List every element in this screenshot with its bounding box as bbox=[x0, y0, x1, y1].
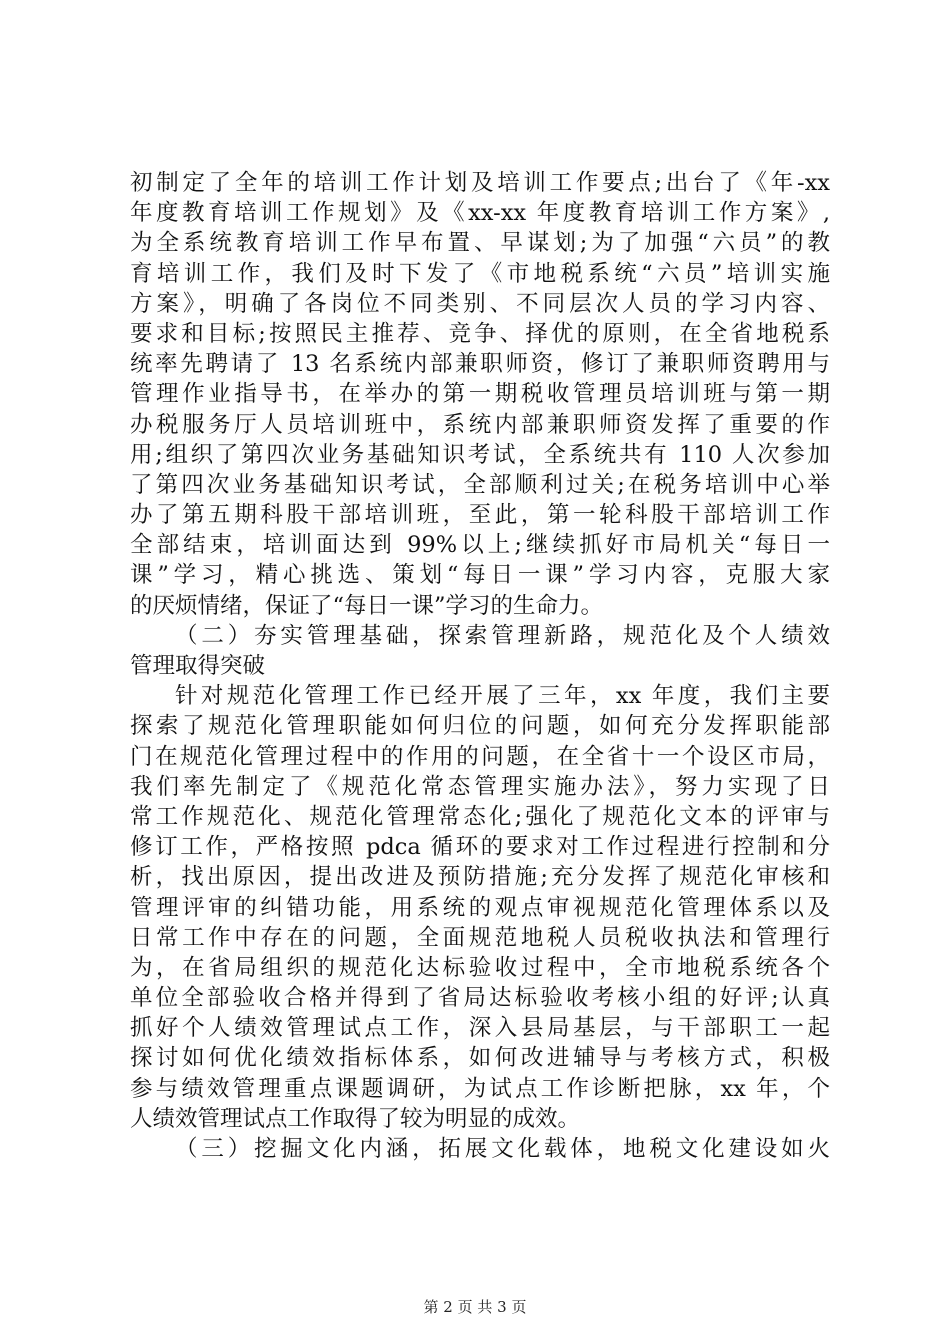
section-heading-line: （三）挖掘文化内涵，拓展文化载体，地税文化建设如火 bbox=[175, 1136, 830, 1162]
text-line: 日常工作中存在的问题，全面规范地税人员税收执法和管理行 bbox=[130, 924, 830, 951]
text-line: 我们率先制定了《规范化常态管理实施办法》，努力实现了日 bbox=[130, 773, 830, 800]
document-body bbox=[130, 168, 830, 1164]
page-footer: 第 2 页 共 3 页 bbox=[423, 1298, 527, 1316]
text-line: 常工作规范化、规范化管理常态化;强化了规范化文本的评审与 bbox=[130, 803, 830, 830]
section-heading-line: 管理取得突破 bbox=[130, 653, 266, 679]
text-line: 初制定了全年的培训工作计划及培训工作要点;出台了《年-xx bbox=[130, 170, 830, 196]
text-line: 的厌烦情绪，保证了“每日一课”学习的生命力。 bbox=[130, 592, 604, 619]
text-line: 为，在省局组织的规范化达标验收过程中，全市地税系统各个 bbox=[130, 954, 830, 981]
text-line: 课”学习，精心挑选、策划“每日一课”学习内容，克服大家 bbox=[130, 562, 830, 589]
text-line: 参与绩效管理重点课题调研，为试点工作诊断把脉，xx 年，个 bbox=[130, 1075, 830, 1102]
text-line: 管理评审的纠错功能，用系统的观点审视规范化管理体系以及 bbox=[130, 894, 830, 921]
section-heading-line: （二）夯实管理基础，探索管理新路，规范化及个人绩效 bbox=[175, 622, 830, 649]
text-line: 为全系统教育培训工作早布置、早谋划;为了加强“六员”的教 bbox=[130, 230, 830, 257]
text-line: 单位全部验收合格并得到了省局达标验收考核小组的好评;认真 bbox=[130, 985, 830, 1012]
text-line: 了第四次业务基础知识考试，全部顺利过关;在税务培训中心举 bbox=[130, 471, 830, 498]
text-line: 析，找出原因，提出改进及预防措施;充分发挥了规范化审核和 bbox=[130, 864, 830, 891]
text-line: 探讨如何优化绩效指标体系，如何改进辅导与考核方式，积极 bbox=[130, 1045, 830, 1072]
text-line: 办了第五期科股干部培训班，至此，第一轮科股干部培训工作 bbox=[130, 502, 830, 529]
text-line: 办税服务厅人员培训班中，系统内部兼职师资发挥了重要的作 bbox=[130, 411, 830, 438]
text-line: 门在规范化管理过程中的作用的问题，在全省十一个设区市局， bbox=[130, 743, 830, 770]
text-line: 统率先聘请了 13 名系统内部兼职师资，修订了兼职师资聘用与 bbox=[130, 351, 830, 378]
text-line: 人绩效管理试点工作取得了较为明显的成效。 bbox=[130, 1105, 581, 1132]
text-line: 管理作业指导书，在举办的第一期税收管理员培训班与第一期 bbox=[130, 381, 830, 408]
text-line: 全部结束，培训面达到 99%以上;继续抓好市局机关“每日一 bbox=[130, 532, 830, 559]
text-line: 抓好个人绩效管理试点工作，深入县局基层，与干部职工一起 bbox=[130, 1015, 830, 1042]
text-line: 用;组织了第四次业务基础知识考试，全系统共有 110 人次参加 bbox=[130, 441, 830, 468]
text-line: 探索了规范化管理职能如何归位的问题，如何充分发挥职能部 bbox=[130, 713, 830, 740]
text-line: 育培训工作，我们及时下发了《市地税系统“六员”培训实施 bbox=[130, 260, 830, 287]
text-line: 要求和目标;按照民主推荐、竞争、择优的原则，在全省地税系 bbox=[130, 320, 830, 347]
text-line: 方案》，明确了各岗位不同类别、不同层次人员的学习内容、 bbox=[130, 290, 830, 317]
paragraph-start-line: 针对规范化管理工作已经开展了三年，xx 年度，我们主要 bbox=[175, 683, 830, 710]
text-line: 修订工作，严格按照 pdca 循环的要求对工作过程进行控制和分 bbox=[130, 834, 830, 861]
text-line: 年度教育培训工作规划》及《xx-xx 年度教育培训工作方案》, bbox=[130, 200, 830, 227]
